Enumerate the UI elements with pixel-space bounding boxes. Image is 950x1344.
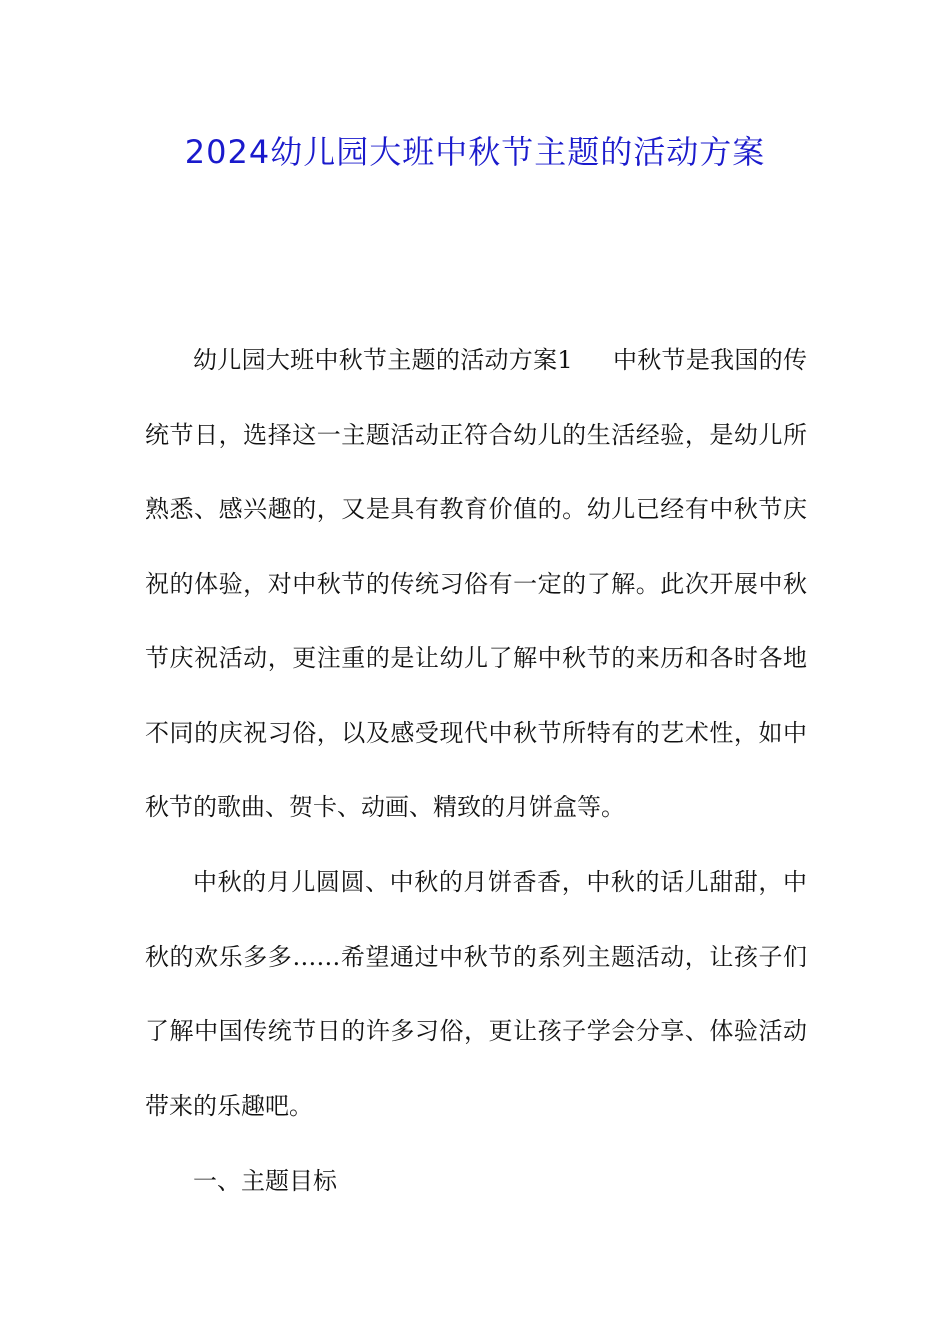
section-heading-goals: 一、主题目标 (193, 1167, 337, 1195)
plan-subtitle: 幼儿园大班中秋节主题的活动方案1 (193, 346, 573, 374)
paragraph-intro (145, 323, 807, 845)
paragraph-wishes: 中秋的月儿圆圆、中秋的月饼香香，中秋的话儿甜甜，中秋的欢乐多多……希望通过中秋节的系列主题活动，让孩子们了解中国传统节日的许多习俗，更让孩子学会分享、体验活动带来的乐趣吧。 (145, 868, 807, 1120)
paragraph-intro-text: 中秋节是我国的传统节日，选择这一主题活动正符合幼儿的生活经验，是幼儿所熟悉、感兴趣的，又是具有教育价值的。幼儿已经有中秋节庆祝的体验，对中秋节的传统习俗有一定的了解。此次开展中秋节庆祝活动，更注重的是让幼儿了解中秋节的来历和各时各地不同的庆祝习俗，以及感受现代中秋节所特有的艺术性，如中秋节的歌曲、贺卡、动画、精致的月饼盒等。 (145, 346, 807, 821)
document-title: 2024幼儿园大班中秋节主题的活动方案 (184, 133, 766, 171)
